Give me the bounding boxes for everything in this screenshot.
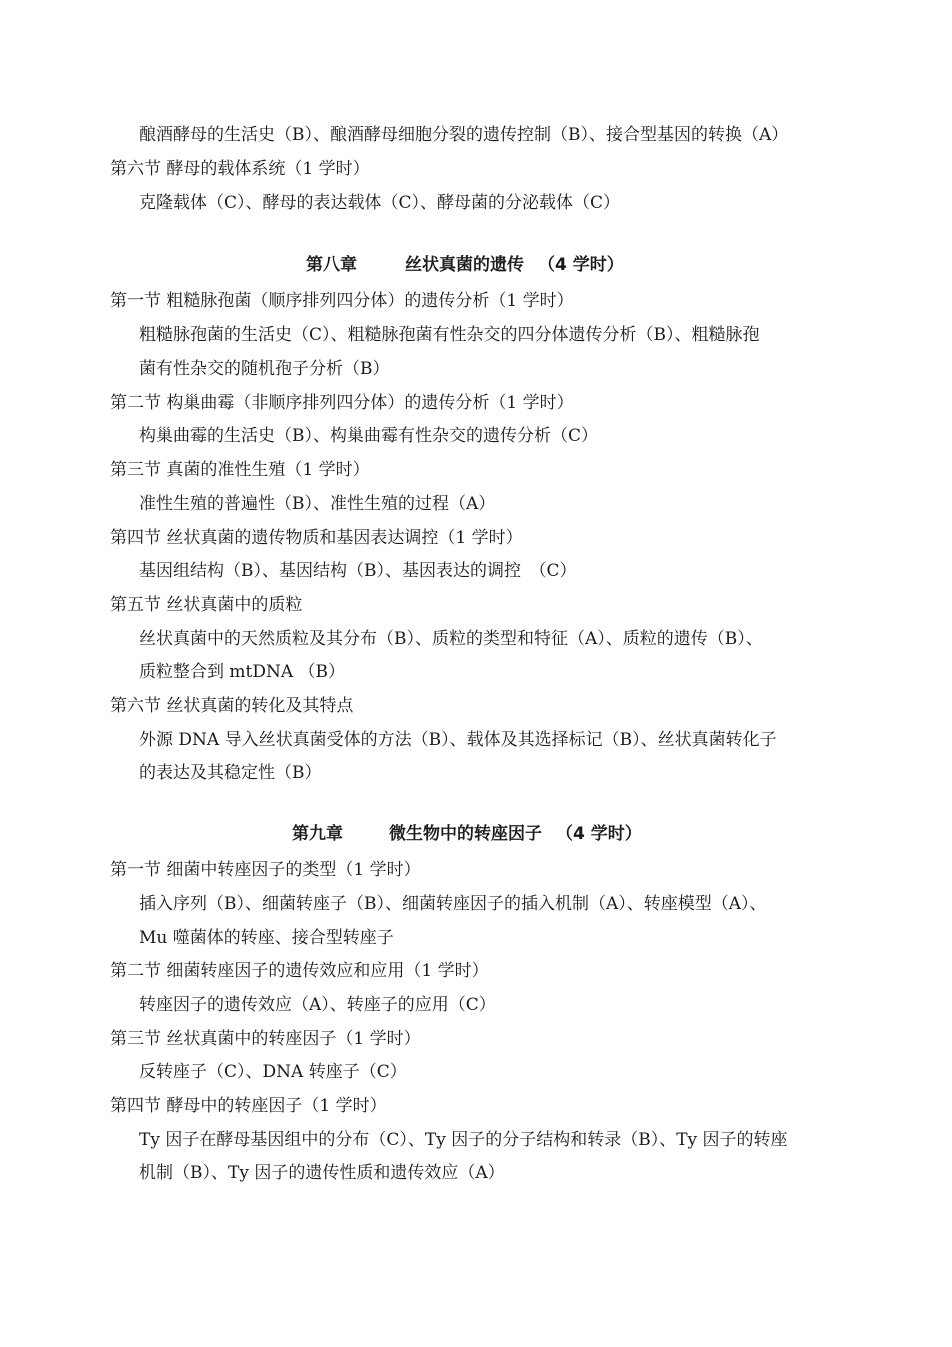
text-line: 丝状真菌中的天然质粒及其分布（B）、质粒的类型和特征（A）、质粒的遗传（B）、 [139, 629, 763, 649]
text-line: 准性生殖的普遍性（B）、准性生殖的过程（A） [139, 494, 496, 514]
text-line: 反转座子（C）、DNA 转座子（C） [139, 1062, 407, 1082]
chapter-number: 第八章 [306, 255, 357, 275]
chapter-hours: （4 学时） [538, 255, 624, 275]
text-line: 克隆载体（C）、酵母的表达载体（C）、酵母菌的分泌载体（C） [139, 193, 621, 213]
text-line: 机制（B）、Ty 因子的遗传性质和遗传效应（A） [139, 1163, 505, 1183]
section-heading: 第一节 粗糙脉孢菌（顺序排列四分体）的遗传分析（1 学时） [110, 291, 574, 311]
section-heading: 第四节 酵母中的转座因子（1 学时） [110, 1096, 387, 1116]
section-heading: 第六节 酵母的载体系统（1 学时） [110, 159, 370, 179]
section-heading: 第二节 细菌转座因子的遗传效应和应用（1 学时） [110, 961, 489, 981]
chapter-heading-8 [306, 254, 624, 276]
text-line: Ty 因子在酵母基因组中的分布（C）、Ty 因子的分子结构和转录（B）、Ty 因子的转座 [139, 1130, 788, 1150]
section-heading: 第三节 真菌的准性生殖（1 学时） [110, 460, 370, 480]
text-line: 菌有性杂交的随机孢子分析（B） [139, 359, 390, 379]
text-line: 基因组结构（B）、基因结构（B）、基因表达的调控 （C） [139, 561, 577, 581]
text-line: 外源 DNA 导入丝状真菌受体的方法（B）、载体及其选择标记（B）、丝状真菌转化子 [139, 730, 777, 750]
section-heading: 第六节 丝状真菌的转化及其特点 [110, 696, 354, 716]
section-heading: 第二节 构巢曲霉（非顺序排列四分体）的遗传分析（1 学时） [110, 393, 574, 413]
chapter-hours: （4 学时） [556, 824, 642, 844]
text-line: 插入序列（B）、细菌转座子（B）、细菌转座因子的插入机制（A）、转座模型（A）、 [139, 894, 767, 914]
section-heading: 第五节 丝状真菌中的质粒 [110, 595, 303, 615]
text-line: 构巢曲霉的生活史（B）、构巢曲霉有性杂交的遗传分析（C） [139, 426, 598, 446]
text-line: Mu 噬菌体的转座、接合型转座子 [139, 928, 394, 948]
text-line: 粗糙脉孢菌的生活史（C）、粗糙脉孢菌有性杂交的四分体遗传分析（B）、粗糙脉孢 [139, 325, 760, 345]
text-line: 质粒整合到 mtDNA （B） [139, 662, 346, 682]
text-line: 酿酒酵母的生活史（B）、酿酒酵母细胞分裂的遗传控制（B）、接合型基因的转换（A） [139, 125, 789, 145]
text-line: 转座因子的遗传效应（A）、转座子的应用（C） [139, 995, 496, 1015]
section-heading: 第一节 细菌中转座因子的类型（1 学时） [110, 860, 421, 880]
chapter-title: 丝状真菌的遗传 [405, 255, 524, 275]
chapter-heading-9 [292, 823, 642, 845]
text-line: 的表达及其稳定性（B） [139, 763, 322, 783]
section-heading: 第三节 丝状真菌中的转座因子（1 学时） [110, 1029, 421, 1049]
chapter-title: 微生物中的转座因子 [389, 824, 542, 844]
section-heading: 第四节 丝状真菌的遗传物质和基因表达调控（1 学时） [110, 528, 523, 548]
chapter-number: 第九章 [292, 824, 343, 844]
